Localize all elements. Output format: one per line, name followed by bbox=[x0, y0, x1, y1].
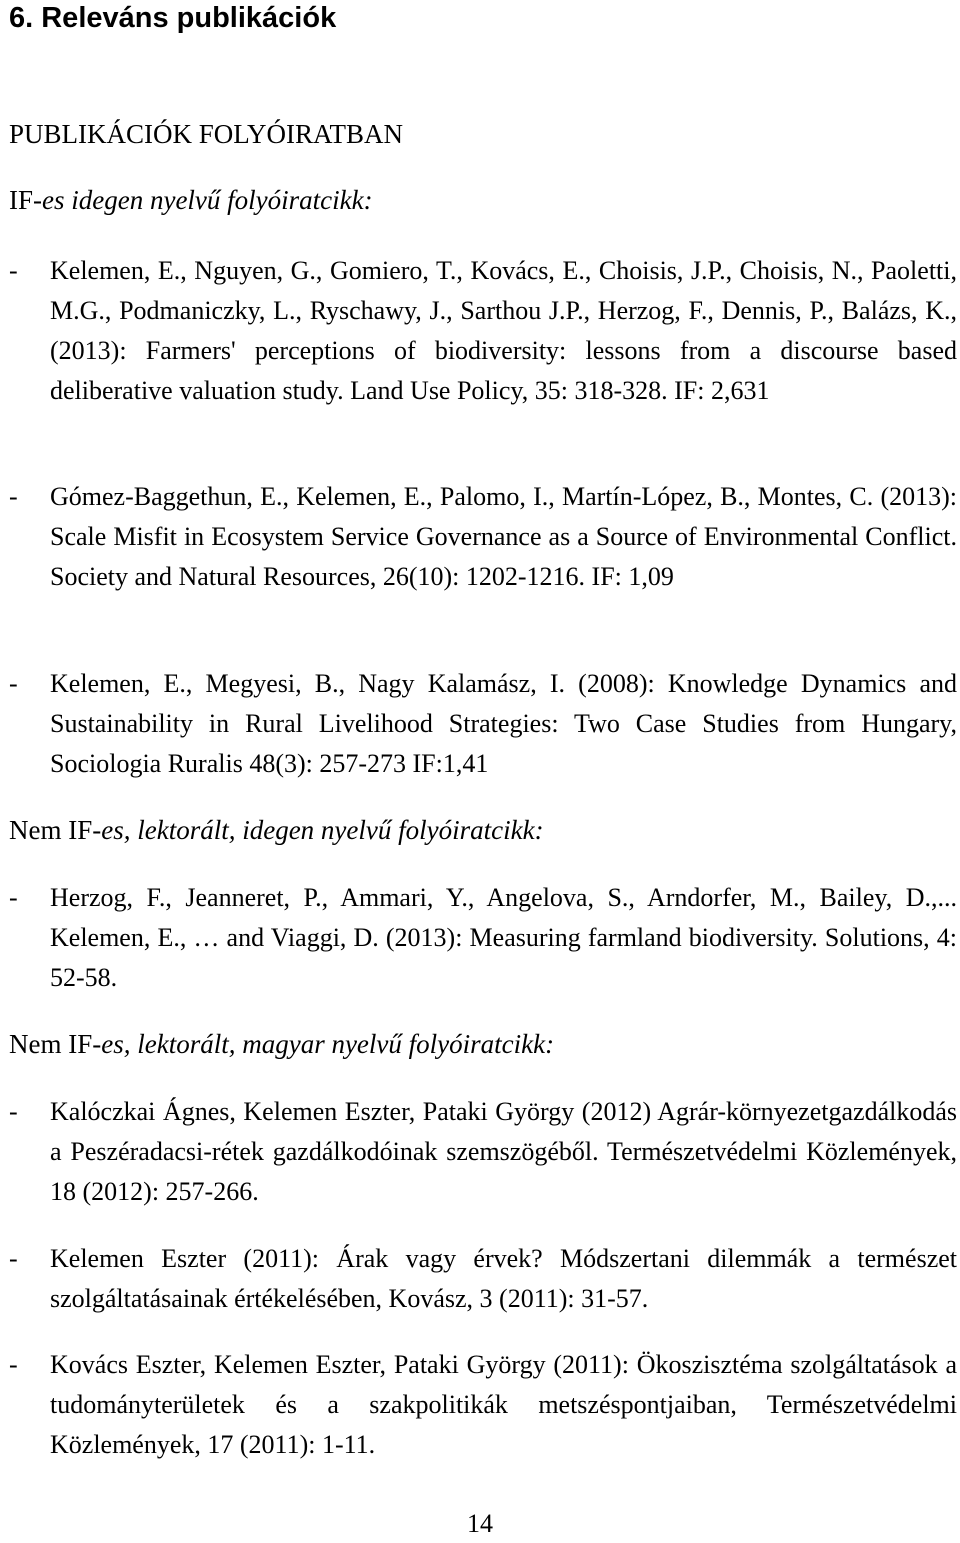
publication-entry bbox=[9, 1345, 957, 1465]
list-bullet: - bbox=[9, 883, 18, 912]
list-bullet: - bbox=[9, 1097, 18, 1126]
publication-entry bbox=[9, 251, 957, 411]
publication-entry bbox=[9, 1239, 957, 1319]
list-bullet: - bbox=[9, 482, 18, 511]
publication-entry bbox=[9, 477, 957, 597]
list-bullet: - bbox=[9, 1244, 18, 1273]
group-heading-non-if-hungarian bbox=[9, 1027, 554, 1061]
publication-citation: Kovács Eszter, Kelemen Eszter, Pataki György (2011): Ökoszisztéma szolgáltatások a tudományterületek és a szakpolitikák metszéspontjaiban, Természetvédelmi Közlemények, 17 (2011): 1-11. bbox=[50, 1350, 957, 1459]
group-heading-rest: -es, lektorált, idegen nyelvű folyóiratcikk: bbox=[92, 815, 544, 845]
publication-citation: Kalóczkai Ágnes, Kelemen Eszter, Pataki György (2012) Agrár-környezetgazdálkodás a Peszéradacsi-rétek gazdálkodóinak szemszögéből. Természetvédelmi Közlemények, 18 (2012): 257-266. bbox=[50, 1097, 957, 1206]
group-heading-rest: -es idegen nyelvű folyóiratcikk: bbox=[33, 185, 373, 215]
publication-citation: Herzog, F., Jeanneret, P., Ammari, Y., Angelova, S., Arndorfer, M., Bailey, D.,... Kelemen, E., … and Viaggi, D. (2013): Measuring farmland biodiversity. Solutions, 4: 52-58. bbox=[50, 883, 957, 992]
group-heading-if-foreign bbox=[9, 183, 373, 217]
group-heading-rest: -es, lektorált, magyar nyelvű folyóiratcikk: bbox=[92, 1029, 555, 1059]
publication-entry bbox=[9, 1092, 957, 1212]
group-heading-non-if-foreign bbox=[9, 813, 544, 847]
list-bullet: - bbox=[9, 669, 18, 698]
list-bullet: - bbox=[9, 1350, 18, 1379]
group-heading-prefix: Nem IF bbox=[9, 815, 93, 845]
list-bullet: - bbox=[9, 256, 18, 285]
publication-citation: Kelemen, E., Megyesi, B., Nagy Kalamász, I. (2008): Knowledge Dynamics and Sustainability in Rural Livelihood Strategies: Two Case Studies from Hungary, Sociologia Ruralis 48(3): 257-273 IF:1,41 bbox=[50, 669, 957, 778]
group-heading-prefix: Nem IF bbox=[9, 1029, 93, 1059]
section-heading: 6. Releváns publikációk bbox=[9, 2, 337, 34]
publication-citation: Gómez-Baggethun, E., Kelemen, E., Palomo, I., Martín-López, B., Montes, C. (2013): Scale Misfit in Ecosystem Service Governance as a Source of Environmental Conflict. Society and Natural Resources, 26(10): 1202-1216. IF: 1,09 bbox=[50, 482, 957, 591]
group-heading-prefix: IF bbox=[9, 185, 34, 215]
subsection-heading: PUBLIKÁCIÓK FOLYÓIRATBAN bbox=[9, 119, 404, 149]
page-number: 14 bbox=[467, 1509, 493, 1538]
publication-citation: Kelemen, E., Nguyen, G., Gomiero, T., Kovács, E., Choisis, J.P., Choisis, N., Paoletti, M.G., Podmaniczky, L., Ryschawy, J., Sarthou J.P., Herzog, F., Dennis, P., Balázs, K., (2013): Farmers' perceptions of biodiversity: lessons from a discourse based deliberative valuation study. Land Use Policy, 35: 318-328. IF: 2,631 bbox=[50, 256, 957, 405]
publication-citation: Kelemen Eszter (2011): Árak vagy érvek? Módszertani dilemmák a természet szolgáltatásainak értékelésében, Kovász, 3 (2011): 31-57. bbox=[50, 1244, 957, 1313]
publication-entry bbox=[9, 664, 957, 784]
publication-entry bbox=[9, 878, 957, 998]
